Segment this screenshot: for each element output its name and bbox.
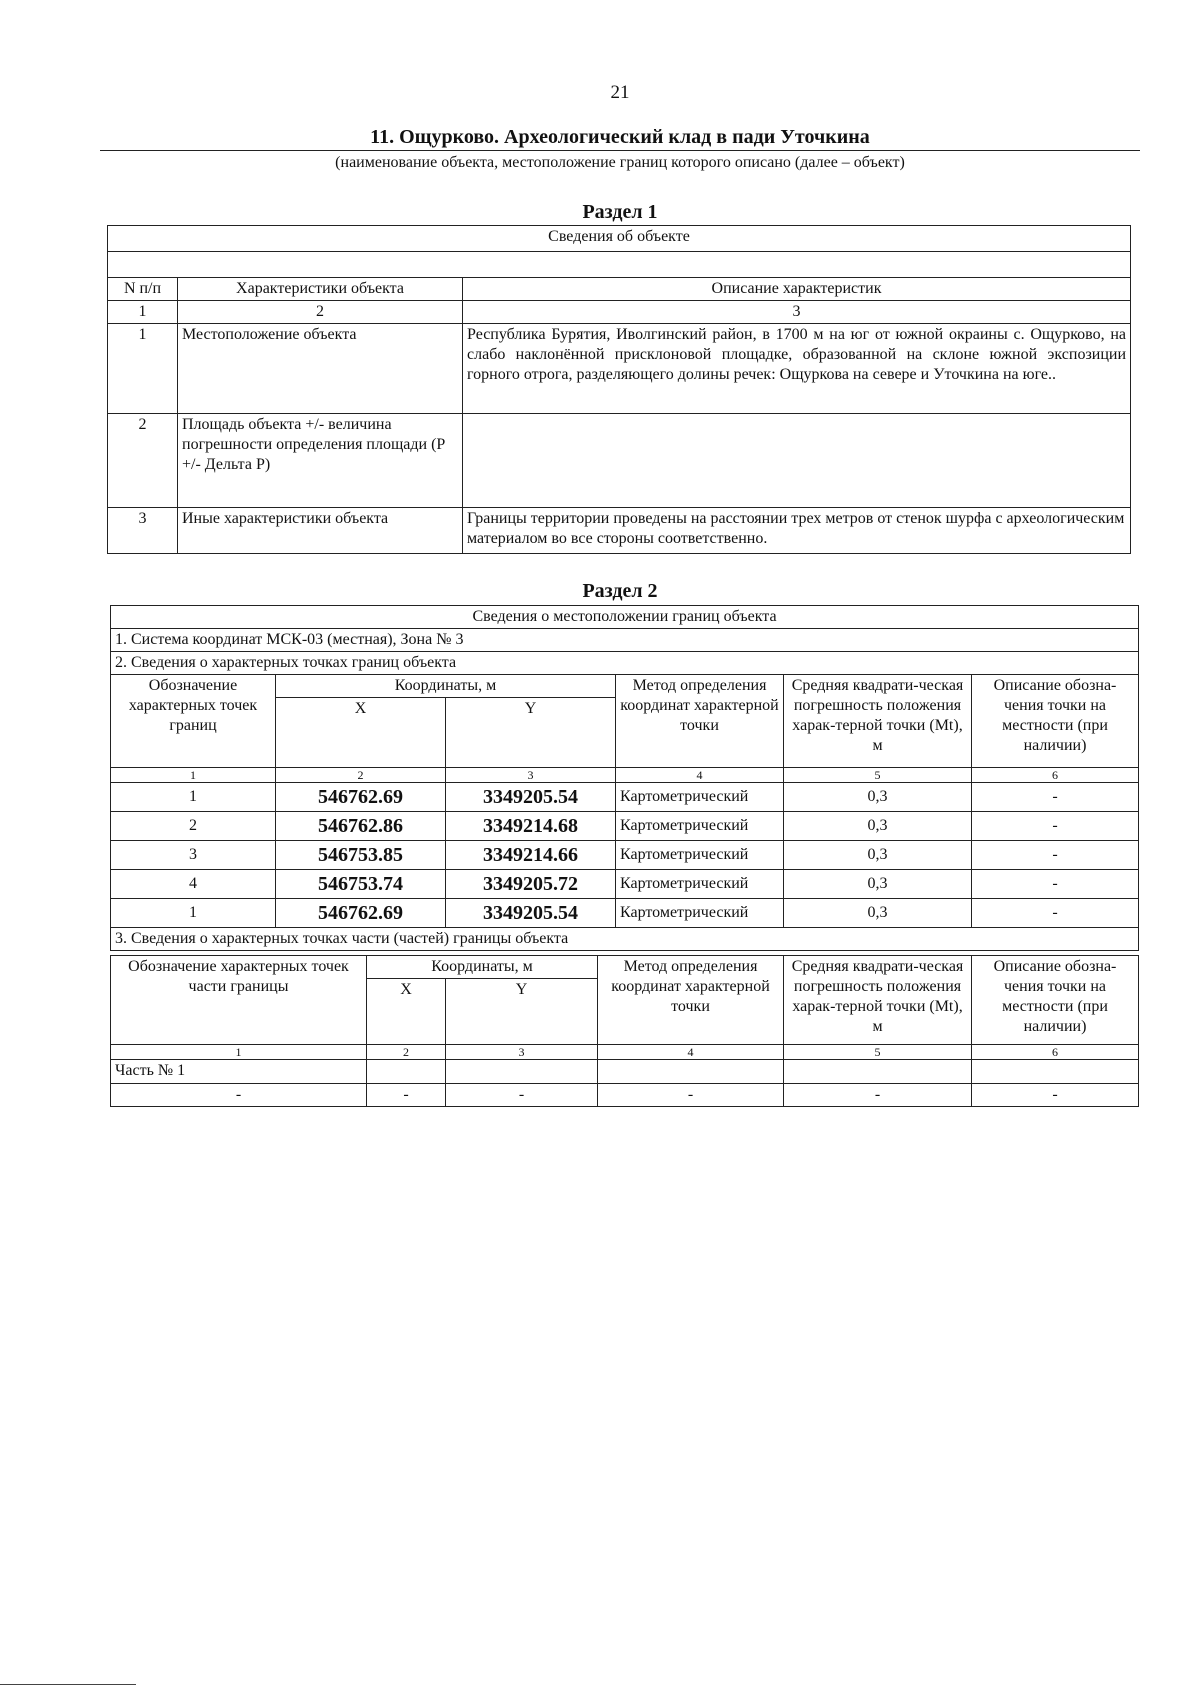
point-method: Картометрический (616, 899, 784, 928)
empty-cell (367, 1060, 446, 1084)
row-num: 3 (108, 508, 178, 554)
point-desc: - (972, 841, 1139, 870)
part-cell: - (598, 1084, 784, 1107)
colnum: 1 (111, 768, 276, 783)
parts-header-error: Средняя квадрати-ческая погрешность положения харак-терной точки (Mt), м (784, 956, 972, 1045)
colnum: 4 (598, 1045, 784, 1060)
part-cell: - (367, 1084, 446, 1107)
point-id: 2 (111, 812, 276, 841)
parts-header-x: X (367, 979, 446, 1045)
parts-header-coords: Координаты, м (367, 956, 598, 979)
coordinate-system: 1. Система координат МСК-03 (местная), Зона № 3 (111, 629, 1139, 652)
part-cell: - (111, 1084, 367, 1107)
row-name: Площадь объекта +/- величина погрешности определения площади (P +/- Дельта P) (178, 414, 463, 508)
parts-header-desc: Описание обозна-чения точки на местности (при наличии) (972, 956, 1139, 1045)
colnum: 3 (463, 301, 1131, 324)
part-cell: - (972, 1084, 1139, 1107)
section2-heading: Раздел 2 (582, 580, 658, 602)
row-name: Местоположение объекта (178, 324, 463, 414)
table-row (111, 1060, 1139, 1084)
empty-cell (598, 1060, 784, 1084)
row-desc: Республика Бурятия, Иволгинский район, в 1700 м на юг от южной окраины с. Ощурково, на слабо наклонённой присклоновой площадке, образованной на склоне южной экспозиции горного отрога, разделяющего долины речек: Ощуркова на севере и Уточкина на юге.. (463, 324, 1131, 414)
colnum: 4 (616, 768, 784, 783)
point-method: Картометрический (616, 812, 784, 841)
table-row (108, 508, 1131, 554)
point-x: 546762.69 (276, 783, 446, 812)
table-row (111, 812, 1139, 841)
colnum: 5 (784, 768, 972, 783)
header-x: X (276, 698, 446, 768)
point-desc: - (972, 899, 1139, 928)
point-mt: 0,3 (784, 899, 972, 928)
header-error: Средняя квадрати-ческая погрешность положения харак-терной точки (Mt), м (784, 675, 972, 768)
point-mt: 0,3 (784, 841, 972, 870)
document-title: 11. Ощурково. Археологический клад в пади Уточкина (370, 126, 870, 148)
colnum: 1 (111, 1045, 367, 1060)
parts-caption: 3. Сведения о характерных точках части (частей) границы объекта (111, 928, 1139, 951)
colnum: 2 (178, 301, 463, 324)
colnum: 5 (784, 1045, 972, 1060)
point-y: 3349205.72 (446, 870, 616, 899)
point-x: 546762.86 (276, 812, 446, 841)
parts-header-method: Метод определения координат характерной точки (598, 956, 784, 1045)
section1-heading: Раздел 1 (582, 201, 658, 223)
point-x: 546762.69 (276, 899, 446, 928)
point-method: Картометрический (616, 783, 784, 812)
colnum: 6 (972, 768, 1139, 783)
row-name: Иные характеристики объекта (178, 508, 463, 554)
colnum: 6 (972, 1045, 1139, 1060)
section1-caption: Сведения об объекте (108, 226, 1131, 252)
parts-header-designation: Обозначение характерных точек части границы (111, 956, 367, 1045)
header-method: Метод определения координат характерной точки (616, 675, 784, 768)
part-label: Часть № 1 (111, 1060, 367, 1084)
colnum: 3 (446, 1045, 598, 1060)
empty-cell (784, 1060, 972, 1084)
page-number: 21 (610, 82, 630, 103)
header-desc: Описание обозна-чения точки на местности (при наличии) (972, 675, 1139, 768)
section1-spacer (108, 252, 1131, 278)
point-mt: 0,3 (784, 783, 972, 812)
section2-caption: Сведения о местоположении границ объекта (111, 606, 1139, 629)
colnum: 2 (367, 1045, 446, 1060)
point-y: 3349214.68 (446, 812, 616, 841)
point-x: 546753.85 (276, 841, 446, 870)
footnote-rule (0, 1684, 136, 1685)
table-row (111, 841, 1139, 870)
section2-points-table (110, 605, 1139, 951)
point-desc: - (972, 812, 1139, 841)
section2-parts-table (110, 955, 1139, 1107)
point-id: 1 (111, 899, 276, 928)
header-characteristic: Характеристики объекта (178, 278, 463, 301)
table-row (108, 414, 1131, 508)
colnum: 1 (108, 301, 178, 324)
point-id: 4 (111, 870, 276, 899)
row-desc: Границы территории проведены на расстоянии трех метров от стенок шурфа с археологическим материалом во все стороны соответственно. (463, 508, 1131, 554)
parts-header-y: Y (446, 979, 598, 1045)
row-desc (463, 414, 1131, 508)
points-caption: 2. Сведения о характерных точках границ объекта (111, 652, 1139, 675)
point-id: 1 (111, 783, 276, 812)
document-subtitle: (наименование объекта, местоположение границ которого описано (далее – объект) (335, 154, 905, 171)
point-y: 3349214.66 (446, 841, 616, 870)
part-cell: - (446, 1084, 598, 1107)
point-method: Картометрический (616, 870, 784, 899)
table-row (111, 783, 1139, 812)
empty-cell (446, 1060, 598, 1084)
empty-cell (972, 1060, 1139, 1084)
point-id: 3 (111, 841, 276, 870)
point-x: 546753.74 (276, 870, 446, 899)
header-designation: Обозначение характерных точек границ (111, 675, 276, 768)
header-coords: Координаты, м (276, 675, 616, 698)
title-underline (100, 150, 1140, 151)
colnum: 2 (276, 768, 446, 783)
point-desc: - (972, 870, 1139, 899)
table-row (111, 899, 1139, 928)
colnum: 3 (446, 768, 616, 783)
point-desc: - (972, 783, 1139, 812)
header-y: Y (446, 698, 616, 768)
point-mt: 0,3 (784, 812, 972, 841)
table-row (108, 324, 1131, 414)
row-num: 1 (108, 324, 178, 414)
point-y: 3349205.54 (446, 899, 616, 928)
row-num: 2 (108, 414, 178, 508)
point-method: Картометрический (616, 841, 784, 870)
header-description: Описание характеристик (463, 278, 1131, 301)
part-cell: - (784, 1084, 972, 1107)
point-mt: 0,3 (784, 870, 972, 899)
point-y: 3349205.54 (446, 783, 616, 812)
header-num: N п/п (108, 278, 178, 301)
section1-table (107, 225, 1131, 554)
table-row (111, 870, 1139, 899)
table-row (111, 1084, 1139, 1107)
